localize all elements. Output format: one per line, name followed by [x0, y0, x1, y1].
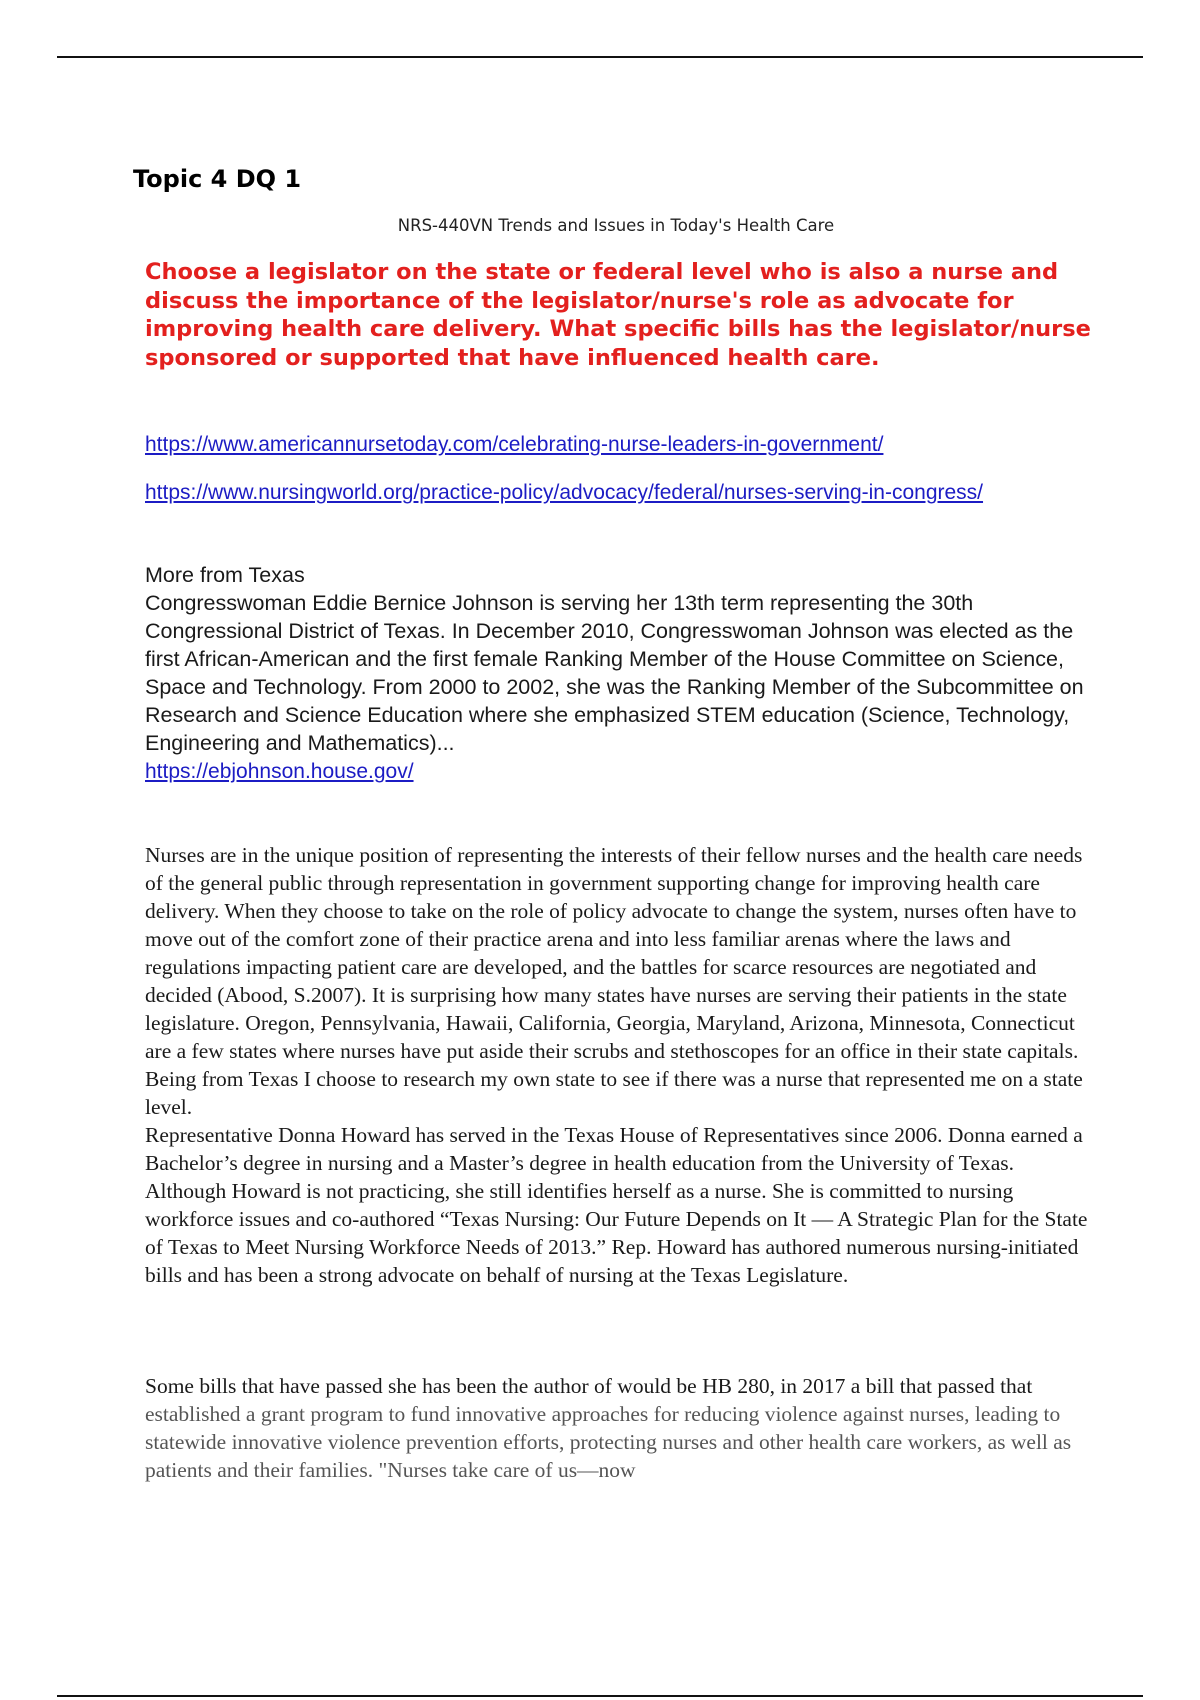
top-rule [57, 56, 1143, 58]
document-title: Topic 4 DQ 1 [133, 165, 302, 193]
paragraph-bills [145, 1372, 1095, 1484]
reference-link-nursing-world[interactable]: https://www.nursingworld.org/practice-policy/advocacy/federal/nurses-serving-in-congress/ [145, 481, 984, 504]
ebjohnson-link[interactable]: https://ebjohnson.house.gov/ [145, 760, 414, 783]
texas-section [145, 561, 1095, 786]
bottom-rule [57, 1695, 1143, 1697]
paragraph-bills-rest: established a grant program to fund innovative approaches for reducing violence against nurses, leading to statewide innovative violence prevention efforts, protecting nurses and other health care workers, as well as patients and their families. "Nurses take care of us—now [145, 1402, 1072, 1482]
paragraph-bills-lead: Some bills that have passed she has been the author of would be HB 280, in 2017 a bill that passed that [145, 1374, 1033, 1398]
essay-body [145, 841, 1095, 1289]
paragraph-nurse-advocacy: Nurses are in the unique position of representing the interests of their fellow nurses and the health care needs of the general public through representation in government supporting change for improving health care delivery. When they choose to take on the role of policy advocate to change the system, nurses often have to move out of the comfort zone of their practice arena and into less familiar arenas where the laws and regulations impacting patient care are developed, and the battles for scarce resources are negotiated and decided (Abood, S.2007). It is surprising how many states have nurses are serving their patients in the state legislature. Oregon, Pennsylvania, Hawaii, California, Georgia, Maryland, Arizona, Minnesota, Connecticut are a few states where nurses have put aside their scrubs and stethoscopes for an office in their state capitals. Being from Texas I choose to research my own state to see if there was a nurse that represented me on a state level. [145, 843, 1083, 1119]
course-name: NRS-440VN Trends and Issues in Today's Health Care [397, 216, 835, 235]
paragraph-donna-howard: Representative Donna Howard has served in the Texas House of Representatives since 2006. Donna earned a Bachelor’s degree in nursing and a Master’s degree in health education from the University of Texas. Although Howard is not practicing, she still identifies herself as a nurse. She is committed to nursing workforce issues and co-authored “Texas Nursing: Our Future Depends on It — A Strategic Plan for the State of Texas to Meet Nursing Workforce Needs of 2013.” Rep. Howard has authored numerous nursing-initiated bills and has been a strong advocate on behalf of nursing at the Texas Legislature. [145, 1123, 1088, 1287]
discussion-prompt: Choose a legislator on the state or federal level who is also a nurse and discuss the importance of the legislator/nurse's role as advocate for improving health care delivery. What specific bills has the legislator/nurse sponsored or supported that have influenced health care. [145, 259, 1091, 371]
texas-body: Congresswoman Eddie Bernice Johnson is serving her 13th term representing the 30th Congressional District of Texas. In December 2010, Congresswoman Johnson was elected as the first African-American and the first female Ranking Member of the House Committee on Science, Space and Technology. From 2000 to 2002, she was the Ranking Member of the Subcommittee on Research and Science Education where she emphasized STEM education (Science, Technology, Engineering and Mathematics)... [145, 591, 1084, 755]
reference-link-american-nurse-today[interactable]: https://www.americannursetoday.com/celebrating-nurse-leaders-in-government/ [145, 433, 884, 456]
texas-heading: More from Texas [145, 563, 305, 587]
